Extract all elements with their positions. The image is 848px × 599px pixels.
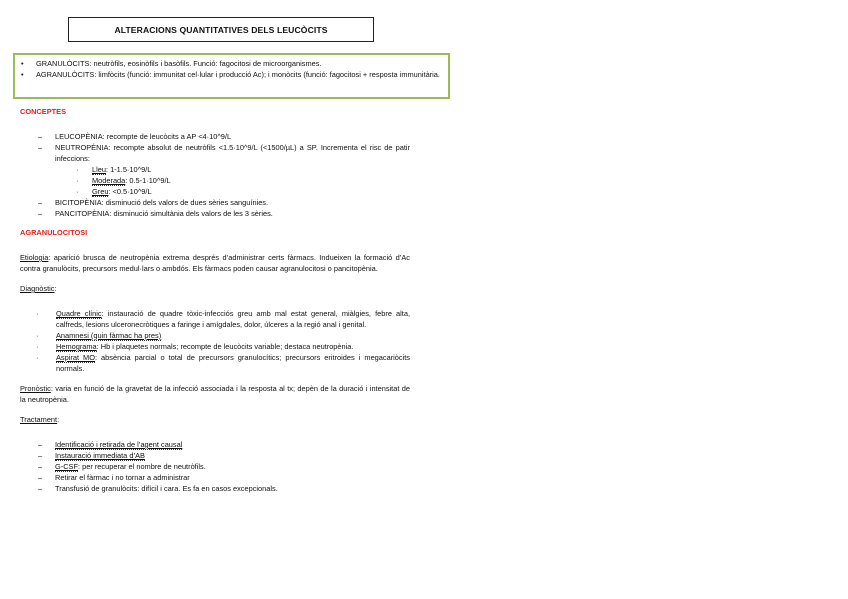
diagnostic-item-label: Hemograma [56,342,97,351]
diagnostic-item-label: Anamnesi (quin fàrmac ha pres) [56,331,162,340]
diagnostic-item-text: : Hb i plaquetes normals; recompte de leucòcits variable; destaca neutropènia. [96,342,354,351]
section-heading-conceptes: CONCEPTES [20,107,66,116]
tractament-item-text: Retirar el fàrmac i no tornar a administrar [55,473,190,482]
dash-icon: – [38,440,43,449]
dot-icon: · [36,353,39,362]
dash-icon: – [38,143,43,152]
sub-item-value: : 1-1.5·10^9/L [105,165,152,174]
intro-item-agranulocits [21,69,442,80]
etiologia-paragraph [20,252,410,274]
dot-icon: · [76,165,79,174]
list-item-text: BICITOPÈNIA: disminució dels valors de dues sèries sanguínies. [55,198,269,207]
dash-icon: – [38,209,43,218]
dash-icon: – [38,198,43,207]
intro-text: GRANULÒCITS: neutròfils, eosinòfils i basòfils. Funció: fagocitosi de microorganismes. [36,59,322,68]
sub-item-value: : 0.5-1·10^9/L [125,176,171,185]
tractament-item [20,461,410,472]
list-item-text: NEUTROPÈNIA: recompte absolut de neutròfils <1.5·10^9/L (<1500/µL) a SP. Incrementa el risc de patir infeccions: [55,143,410,163]
tractament-item-label: Identificació i retirada de l’agent causal [55,440,183,449]
bullet-icon: • [21,59,24,68]
tractament-item [20,439,410,450]
list-item [20,131,410,142]
tractament-item-text: Transfusió de granulòcits: difícil i cara. Es fa en casos excepcionals. [55,484,278,493]
tractament-label: Tractament [20,415,58,424]
sub-item-label: Greu [92,187,109,196]
list-item-text: PANCITOPÈNIA: disminució simultània dels valors de les 3 sèries. [55,209,273,218]
intro-text: AGRANULÒCITS: limfòcits (funció: immunitat cel·lular i producció Ac); i monòcits (funció: fagocitosi + resposta immunitària. [36,70,440,79]
intro-box [13,53,450,99]
document-title: ALTERACIONS QUANTITATIVES DELS LEUCÒCITS [68,17,374,42]
pronostic-text: : varia en funció de la gravetat de la infecció associada i la resposta al tx; depèn de la duració i intensitat de la neutropènia. [20,384,410,404]
diagnostic-suffix: : [54,284,57,293]
diagnostic-item [20,352,410,374]
tractament-item [20,450,410,461]
diagnostic-heading [20,283,410,294]
diagnostic-label: Diagnòstic [20,284,55,293]
sub-list-item [20,175,410,186]
list-item-text: LEUCOPÈNIA: recompte de leucòcits a AP <4·10^9/L [55,132,232,141]
diagnostic-item [20,341,410,352]
pronostic-paragraph [20,383,410,405]
pronostic-label: Pronòstic [20,384,51,393]
sub-list-item [20,186,410,197]
diagnostic-item-text: : absència parcial o total de precursors granulocítics; precursors eritroides i megacariòcits normals. [56,353,411,373]
dash-icon: – [38,132,43,141]
sub-item-label: Lleu [92,165,106,174]
tractament-suffix: : [57,415,60,424]
sub-item-value: : <0.5·10^9/L [108,187,152,196]
diagnostic-item-label: Aspirat MO [56,353,95,362]
list-item [20,208,410,219]
tractament-item-label: G-CSF [55,462,78,471]
dash-icon: – [38,473,43,482]
dash-icon: – [38,484,43,493]
sub-list-item [20,164,410,175]
dot-icon: · [36,342,39,351]
tractament-item [20,483,410,494]
diagnostic-item [20,308,410,330]
bullet-icon: • [21,70,24,79]
diagnostic-item-text: : instauració de quadre tòxic-infecciós greu amb mal estat general, miàlgies, febre alta, calfreds, lesions ulceronecròtiques a faringe i amígdales, dolor, úlceres a la regió anal i genital. [56,309,410,329]
tractament-item [20,472,410,483]
tractament-item-text: : per recuperar el nombre de neutròfils. [78,462,206,471]
tractament-item-label: Instauració immediata d’AB [55,451,145,460]
section-heading-agranulocitosi: AGRANULOCITOSI [20,228,88,237]
dot-icon: · [76,176,79,185]
content [20,106,410,494]
dash-icon: – [38,451,43,460]
dot-icon: · [76,187,79,196]
list-item [20,197,410,208]
intro-item-granulocits [21,58,442,69]
dash-icon: – [38,462,43,471]
diagnostic-item [20,330,410,341]
etiologia-text: : aparició brusca de neutropènia extrema després d’administrar certs fàrmacs. Indueixen la formació d’Ac contra granulòcits, precursors medul·lars o ambdós. Els fàrmacs poden causar agranulocitosi o pancitopènia. [20,253,410,273]
tractament-heading [20,414,410,425]
sub-item-label: Moderada [92,176,126,185]
diagnostic-item-label: Quadre clínic [56,309,102,318]
etiologia-label: Etiologia [20,253,49,262]
list-item [20,142,410,164]
dot-icon: · [36,309,39,318]
dot-icon: · [36,331,39,340]
